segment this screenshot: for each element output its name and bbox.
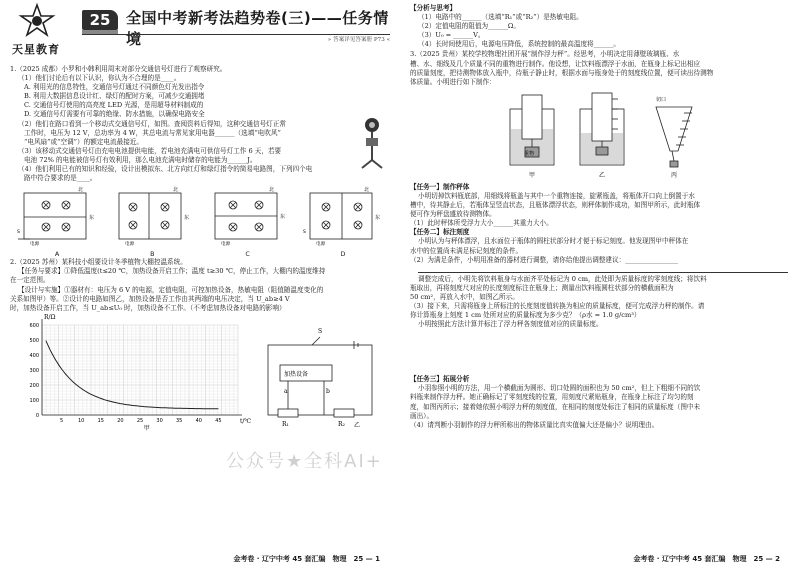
task2-text-1: 小明认为与秤体漂浮，且水面位于瓶体的圆柱状部分时才便于标记刻度。他发现图甲中秤体在 [418,237,689,246]
task1-title: 【任务一】制作秤体 [410,182,470,191]
q2-design: 【设计与实施】①器材有：电压为 6 V 的电源，定值电阻，可控加热设备，热敏电阻（阻值随温度变化的 [18,285,324,294]
switch-label: S [318,327,323,335]
circuit-c-label: C [245,250,250,259]
cut-label: 切口 [656,96,667,103]
circuit-d [302,187,384,257]
analysis-q2: （2）定值电阻的阻值为______Ω。 [418,22,520,31]
control-circuit [258,323,384,429]
x-tick-label: 25 [136,417,144,424]
y-tick-label: 600 [29,322,39,329]
q1-part1: （1）他们讨论后有以下认识，你认为不合理的是____。 [18,74,181,83]
task2-text-3: 调整完成后，小明先将饮料瓶身与水面齐平处标记为 0 cm，此处即为质量标度的零刻度线；将饮料 [418,274,707,283]
task2-question: （2）为满足条件，小明用准备的器材进行调整，请你给他提出调整建议：________________ [410,255,678,264]
circuit-d-switch: S [302,230,306,236]
analysis-q1: （1）电路中的______（选填“R₁”或“R₂”）是热敏电阻。 [418,13,583,22]
circuit2-caption: 乙 [354,421,361,429]
circuit-c-power: 电源 [220,242,230,248]
task1-text-3: 便可作为秤盘盛放待测物体。 [410,210,496,219]
y-axis-label: R/Ω [44,313,56,321]
task2-title: 【任务二】标注刻度 [410,228,470,237]
traffic-light-image [354,116,390,172]
q3-intro: 3.（2025 贵州）某校学校物理社团开展“制作浮力秤”。经思考，小明决定用薄壁玻璃瓶、水 [410,50,680,59]
paper-title: 全国中考新考法趋势卷(三)——任务情境 [126,9,389,48]
right-page [400,0,800,569]
task3-title: 【任务三】拓展分析 [410,375,470,384]
circuit-d-east: 东 [374,215,380,222]
q1-intro: 1.（2025 成都）小罗和小韩利用周末对部分交通信号灯进行了观察研究。 [10,65,227,73]
resistance-curve [46,340,219,408]
q2-task-cont: 在一定范围。 [10,276,50,285]
q1-part3-line2: 电池 72% 的电能被信号灯有效利用，那么电池充满电时储存的电能为______J。 [24,155,257,164]
circuit-a-switch: S [17,230,20,236]
x-tick-label: 5 [60,417,64,424]
task1-question: （1）此时秤体所受浮力大小______其重力大小。 [410,219,553,228]
x-tick-label: 35 [176,417,183,424]
task3-text-1: 小羽参照小明的方法，用一个横截面为圆形、切口处圆的面积也为 50 cm²，但上下粗细不同的饮 [418,384,701,393]
task2-question-3: （3）接下来，只需将瓶身上所标注的长度刻度值转换为相应的质量标度，便可完成浮力秤的制作。请 [410,301,705,310]
circuit-a-power: 电源 [30,242,40,248]
q3-intro-4: 体质量。小明进行如下制作： [410,77,496,86]
circuit-a [16,187,98,257]
task2-question-3b: 你计算瓶身上刻度 1 cm 处所对应的质量标度为多少克？（ρ水 = 1.0 g/cm³） [410,311,641,320]
thermistor-graph [16,313,252,432]
footer-right [400,553,800,565]
x-tick-label: 30 [156,417,163,424]
circuit-b-east: 东 [184,215,190,222]
circuit-options [10,185,390,257]
circuit-d-diagram [302,187,384,247]
q2-figures [10,315,390,431]
y-tick-label: 0 [35,412,39,419]
analysis-title: 【分析与思考】 [410,4,457,12]
q1-part2-line2: 工作时，电压为 12 V，总功率为 4 W，其总电流与常见家用电器______（选填“电吹风” [24,128,281,137]
r1-label: R₁ [282,420,289,428]
beaker-caption-3: 丙 [671,171,678,179]
x-axis-label: t/℃ [240,417,252,425]
circuit-c-diagram [207,187,289,247]
circuit-c-north: 北 [268,187,274,194]
circuit-b [111,187,193,257]
x-tick-label: 20 [117,417,124,424]
circuit-a-north: 北 [78,187,84,194]
q2-task: 【任务与要求】①降低温度(t≤20 ℃，加热设备开启工作；温度 t≥30 ℃，停止工作，大棚内的温度维持 [18,267,326,276]
watermark: 公众号★全科AI+ [226,451,383,472]
q2-design-line2: 关系如图甲）等。②设计的电路如图乙，加热设备是否工作由其两端的电压决定，当 U_ab≥4 V [10,294,290,303]
task3-question: （4）请判断小羽制作的浮力秤所称出的物体质量比真实值偏大还是偏小？说明理由。 [410,420,659,429]
circuit-a-diagram [16,187,98,247]
q1-option-c: C. 交通信号灯使用的高亮度 LED 光源，是用超导材料制成的 [24,101,204,110]
node-a-label: a [284,387,288,395]
task3-text-3: 度，如图丙所示；接着她依照小明浮力秤的刻度值，在相同的刻度处标注了相同的质量标度（图中未 [410,402,701,411]
q1-part3-line1: （3）该移动式交通信号灯由充电电池提供电能，若电池充满电可供信号灯工作 6 天，若要 [18,146,282,155]
x-tick-label: 15 [97,417,104,424]
q1-part2-line3: “电风扇”或“空调”）的额定电流最接近。 [24,137,143,146]
circuit-b-north: 北 [173,187,179,194]
circuit-c-east: 东 [279,214,285,221]
brand-logo [10,4,66,62]
y-tick-label: 500 [29,337,39,344]
star-icon [20,4,54,38]
graph-caption: 甲 [143,424,150,432]
task2-text-4: 瓶取出，再将刻度尺对应的长度刻度标注在瓶身上；测量出饮料瓶圆柱状部分的横截面积为 [410,283,674,292]
x-tick-label: 10 [78,417,85,424]
answer-space[interactable] [410,329,788,375]
answer-reference: » 答案详见答案册 P73 « [327,37,390,43]
q1-part4-line1: （4）他们利用已有的知识和经验，设计出模拟东、北方向红灯和绿灯指令的简易电路图，下列四个电 [18,165,313,174]
analysis-q3: （3）U₀ = ______V。 [418,31,485,40]
header [10,4,390,64]
circuit-b-power: 电源 [125,242,135,248]
q1-option-d: D. 交通信号灯需要有可靠的绝缘、防水措施，以确保电路安全 [24,110,205,119]
footer-left [0,553,400,565]
q2-design-line3: 时，加热设备开启工作，当 U_ab≤U₀ 时，加热设备不工作。（不考虑加热设备对电路的影响） [10,303,286,312]
q3-intro-3: 的质量刻度，把待测物体放入瓶中，待瓶子静止时，根据水面与瓶身处于的刻度线位置，便可读出待测物 [410,68,714,77]
r2-label: R₂ [338,420,345,428]
y-tick-label: 400 [29,352,39,359]
circuit-d-power: 电源 [315,242,326,248]
circuit-d-label: D [340,250,346,259]
task2-answer-line[interactable] [418,265,788,273]
circuit-a-label: A [54,250,60,259]
circuit-d-north: 北 [363,187,369,194]
x-tick-label: 40 [195,417,202,424]
q1-part4-line2: 路中符合要求的是____。 [24,174,97,183]
node-b-label: b [326,387,330,395]
q2-intro: 2.（2025 苏州）某科技小组要设计冬季植物大棚控温系统。 [10,258,187,267]
q1-option-a: A. 利用光的信息特性，交通信号灯通过不同颜色灯光发出指令 [24,83,205,92]
beaker-caption-1: 甲 [529,171,536,179]
analysis-q4: （4）长时间使用后，电源电压降低，系统控制的最高温度将______。 [418,40,621,49]
task2-text-2: 水中的位置尚未满足标记刻度的条件。 [410,246,523,255]
q3-intro-2: 槽、水、细线及几个质量不同的重物进行制作。他设想，让饮料瓶漂浮于水面，在瓶身上标记出相应 [410,59,701,68]
footer-right-text: 金考卷 · 辽宁中考 45 套汇编 物理 25 — 2 [633,555,780,564]
circuit-b-diagram [111,187,193,247]
task3-text-4: 画出）。 [410,411,434,420]
task2-text-5: 50 cm²，再放入水中，如图乙所示。 [410,292,519,301]
y-tick-label: 200 [29,382,39,389]
beaker-caption-2: 乙 [599,171,606,179]
x-tick-label: 45 [215,417,222,424]
circuit-c [207,187,289,257]
footer-left-text: 金考卷 · 辽宁中考 45 套汇编 物理 25 — 1 [233,555,380,564]
q1-option-b: B. 利用大数据信息设计红、绿灯的配时方案，可减少交通拥堵 [24,92,205,101]
task2-text-6: 小明按照此方法计算并标注了浮力秤各刻度值对应的质量标度。 [418,320,603,329]
circuit-b-label: B [150,250,155,259]
task1-text-2: 槽中，待其静止后，若瓶体呈竖直状态，且瓶体漂浮状态，则秤体制作成功，如图甲所示，此时瓶体 [410,201,701,210]
beaker-figures [410,89,788,181]
circuit-a-east: 东 [89,215,95,222]
header-rule [82,34,390,35]
y-tick-label: 300 [29,367,39,374]
q1-part2-line1: （2）他们在路口看到一个移动式交通信号灯，如图。查阅资料后得知，这种交通信号灯正常 [18,119,286,128]
task1-text-1: 小明切掉饮料瓶底部，用细线将瓶盖与其中一个重物连接，旋紧瓶盖，将瓶体开口向上倒置于水 [418,191,695,200]
beaker-diagrams [506,89,706,181]
brand-name: 天星教育 [12,43,60,56]
paper-number: 25 [82,10,118,30]
y-tick-label: 100 [29,397,39,404]
weight-label-1: 重物 [524,150,535,157]
heater-label: 加热设备 [284,370,309,378]
task3-text-2: 料瓶来制作浮力秤。她正确标记了零刻度线的位置，用刻度尺紧贴瓶身，在瓶身上标注了均匀的刻 [410,393,694,402]
